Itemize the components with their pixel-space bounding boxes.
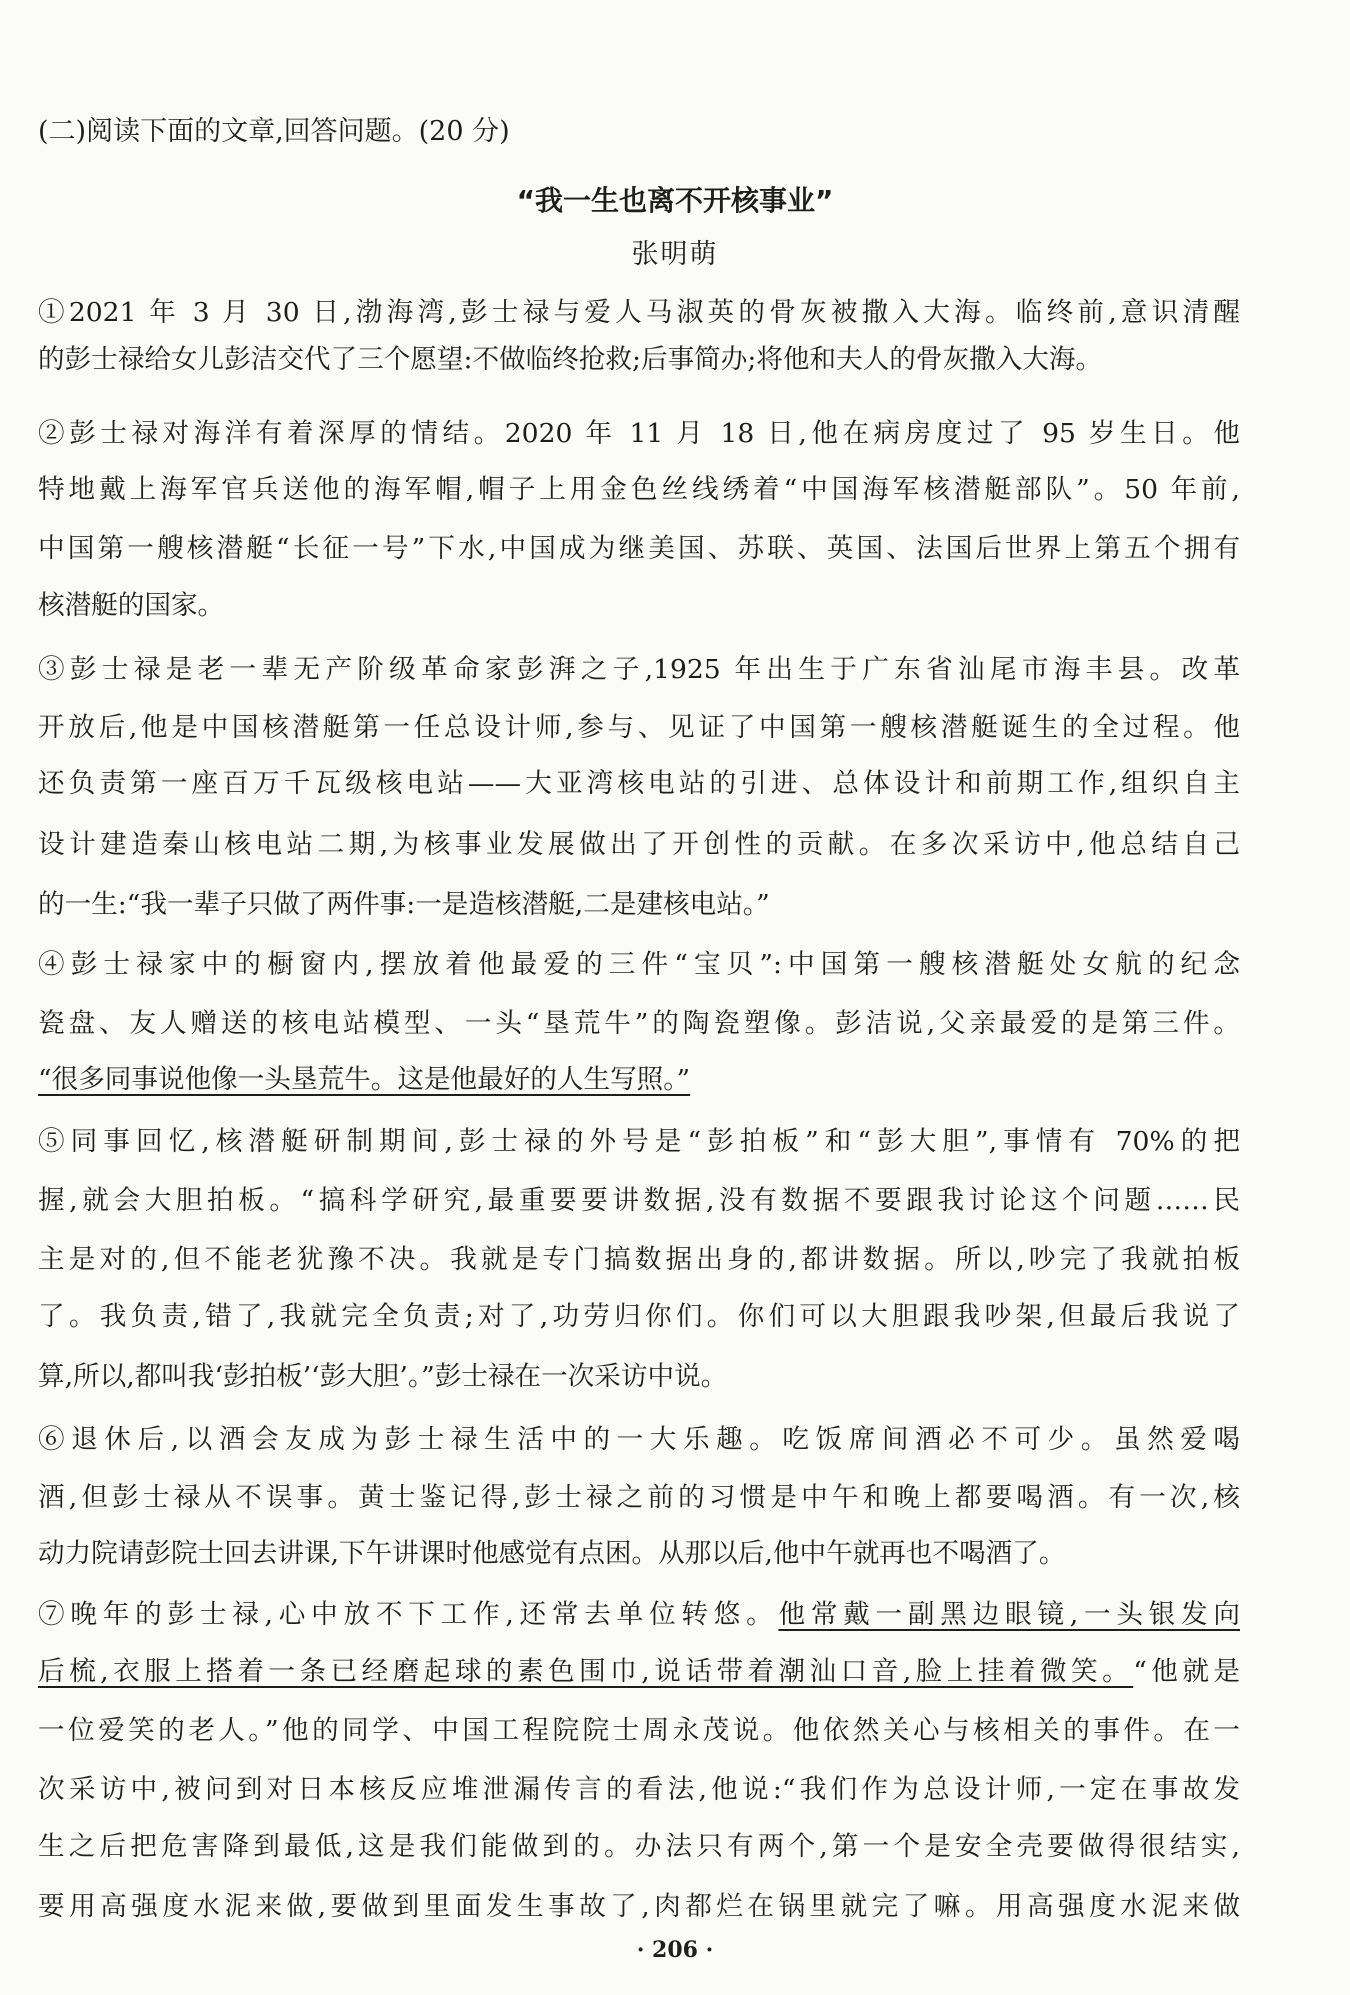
- text-line: ②彭士禄对海洋有着深厚的情结。2020 年 11 月 18 日,他在病房度过了 95 岁生日。他: [38, 418, 1240, 449]
- text-line: 一位爱笑的老人。”他的同学、中国工程院院士周永茂说。他依然关心与核相关的事件。在一: [38, 1715, 1240, 1746]
- text-line: 还负责第一座百万千瓦级核电站——大亚湾核电站的引进、总体设计和前期工作,组织自主: [38, 768, 1240, 799]
- underlined-sentence: 他常戴一副黑边眼镜,一头银发向: [778, 1599, 1240, 1630]
- text-line: 要用高强度水泥来做,要做到里面发生事故了,肉都烂在锅里就完了嘛。用高强度水泥来做: [38, 1891, 1240, 1922]
- article-author: 张明萌: [631, 239, 719, 270]
- text-line: 开放后,他是中国核潜艇第一任总设计师,参与、见证了中国第一艘核潜艇诞生的全过程。他: [38, 712, 1240, 743]
- text-segment: “他就是: [1133, 1656, 1240, 1687]
- text-line: 动力院请彭院士回去讲课,下午讲课时他感觉有点困。从那以后,他中午就再也不喝酒了。: [38, 1538, 1066, 1569]
- text-line: [38, 1595, 1240, 1635]
- text-line: 的一生:“我一辈子只做了两件事:一是造核潜艇,二是建核电站。”: [38, 889, 770, 920]
- text-line: ④彭士禄家中的橱窗内,摆放着他最爱的三件“宝贝”:中国第一艘核潜艇处女航的纪念: [38, 949, 1240, 980]
- text-line: 酒,但彭士禄从不误事。黄士鉴记得,彭士禄之前的习惯是中午和晚上都要喝酒。有一次,核: [38, 1482, 1240, 1513]
- article-title: “我一生也离不开核事业”: [516, 184, 834, 217]
- text-line: 特地戴上海军官兵送他的海军帽,帽子上用金色丝线绣着“中国海军核潜艇部队”。50 年前,: [38, 474, 1240, 505]
- text-line: ⑤同事回忆,核潜艇研制期间,彭士禄的外号是“彭拍板”和“彭大胆”,事情有 70%的把: [38, 1126, 1240, 1157]
- text-line: 中国第一艘核潜艇“长征一号”下水,中国成为继美国、苏联、英国、法国后世界上第五个拥有: [38, 533, 1240, 564]
- text-line: 的彭士禄给女儿彭洁交代了三个愿望:不做临终抢救;后事简办;将他和夫人的骨灰撒入大海。: [38, 344, 1103, 375]
- underlined-sentence: 后梳,衣服上搭着一条已经磨起球的素色围巾,说话带着潮汕口音,脸上挂着微笑。: [38, 1656, 1134, 1687]
- text-line: 次采访中,被问到对日本核反应堆泄漏传言的看法,他说:“我们作为总设计师,一定在事故发: [38, 1774, 1240, 1805]
- text-line: ⑥退休后,以酒会友成为彭士禄生活中的一大乐趣。吃饭席间酒必不可少。虽然爱喝: [38, 1424, 1240, 1455]
- text-line: 瓷盘、友人赠送的核电站模型、一头“垦荒牛”的陶瓷塑像。彭洁说,父亲最爱的是第三件。: [38, 1008, 1240, 1039]
- text-line: 了。我负责,错了,我就完全负责;对了,功劳归你们。你们可以大胆跟我吵架,但最后我说了: [38, 1301, 1240, 1332]
- text-line: 算,所以,都叫我‘彭拍板’‘彭大胆’。”彭士禄在一次采访中说。: [38, 1361, 728, 1392]
- text-line: ①2021 年 3 月 30 日,渤海湾,彭士禄与爱人马淑英的骨灰被撒入大海。临终前,意识清醒: [38, 297, 1240, 328]
- page-number: · 206 ·: [636, 1937, 714, 1963]
- text-line: 握,就会大胆拍板。“搞科学研究,最重要要讲数据,没有数据不要跟我讨论这个问题……民: [38, 1185, 1240, 1216]
- text-line: 核潜艇的国家。: [38, 590, 225, 621]
- text-line: 主是对的,但不能老犹豫不决。我就是专门搞数据出身的,都讲数据。所以,吵完了我就拍板: [38, 1244, 1240, 1275]
- text-line: ③彭士禄是老一辈无产阶级革命家彭湃之子,1925 年出生于广东省汕尾市海丰县。改革: [38, 654, 1240, 685]
- underlined-sentence: “很多同事说他像一头垦荒牛。这是他最好的人生写照。”: [38, 1064, 691, 1095]
- text-line: 生之后把危害降到最低,这是我们能做到的。办法只有两个,第一个是安全壳要做得很结实,: [38, 1831, 1240, 1862]
- text-segment: ⑦晚年的彭士禄,心中放不下工作,还常去单位转悠。: [38, 1599, 779, 1630]
- text-line: [38, 1652, 1240, 1692]
- text-line-underlined: [38, 1060, 1240, 1100]
- section-heading: (二)阅读下面的文章,回答问题。(20 分): [38, 116, 510, 147]
- text-line: 设计建造秦山核电站二期,为核事业发展做出了开创性的贡献。在多次采访中,他总结自己: [38, 829, 1240, 860]
